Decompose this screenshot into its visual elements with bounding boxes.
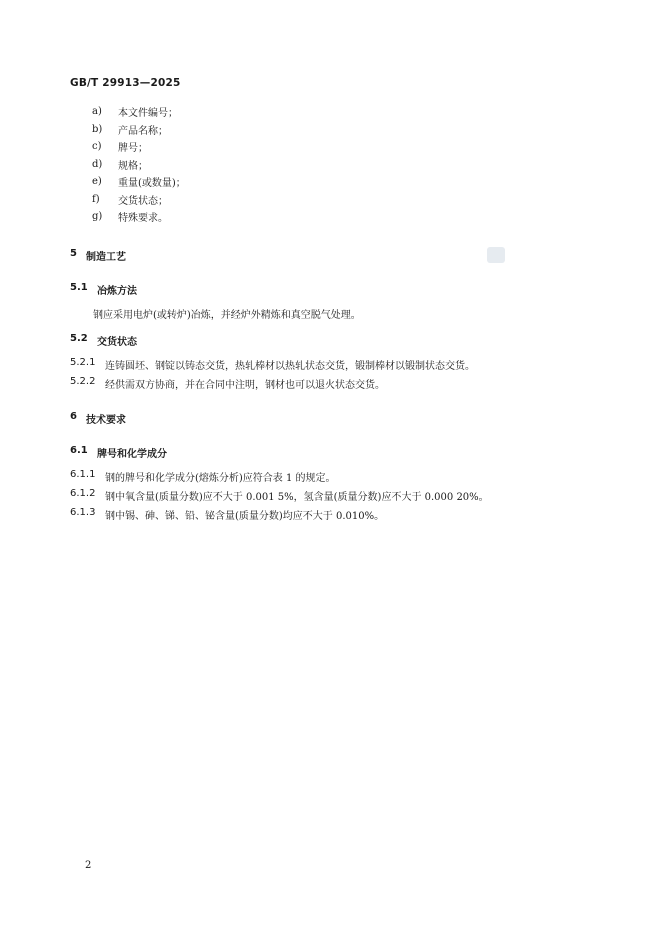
section-5-heading xyxy=(70,248,126,263)
list-marker: a) xyxy=(92,106,102,118)
section-title: 制造工艺 xyxy=(86,252,126,263)
list-item xyxy=(92,138,186,156)
watermark-logo xyxy=(487,247,505,263)
list-text: 规格； xyxy=(118,160,148,172)
clause-text: 连铸圆坯、钢锭以铸态交货，热轧棒材以热轧状态交货，锻制棒材以锻制状态交货。 xyxy=(105,361,475,372)
clause-6-1-1 xyxy=(70,469,336,484)
list-text: 本文件编号； xyxy=(118,108,178,120)
section-title: 冶炼方法 xyxy=(97,286,137,297)
clause-5-2-2 xyxy=(70,376,385,391)
list-item xyxy=(92,121,186,139)
list-text: 重量(或数量)； xyxy=(118,178,186,190)
list-marker: f) xyxy=(92,193,100,205)
list-item xyxy=(92,103,186,121)
section-number: 5.2 xyxy=(70,333,88,344)
section-number: 5.1 xyxy=(70,282,88,293)
list-marker: e) xyxy=(92,176,102,188)
clause-text: 经供需双方协商，并在合同中注明，钢材也可以退火状态交货。 xyxy=(105,380,385,391)
order-content-list xyxy=(92,103,186,226)
section-title: 交货状态 xyxy=(97,337,137,348)
clause-number: 6.1.3 xyxy=(70,507,96,518)
section-number: 6.1 xyxy=(70,445,88,456)
list-marker: g) xyxy=(92,211,103,223)
list-item xyxy=(92,156,186,174)
clause-5-2-1 xyxy=(70,357,475,372)
list-text: 特殊要求。 xyxy=(118,213,168,225)
list-text: 牌号； xyxy=(118,143,148,155)
list-marker: c) xyxy=(92,141,102,153)
clause-number: 5.2.2 xyxy=(70,376,96,387)
page-number: 2 xyxy=(85,860,92,871)
clause-text: 钢的牌号和化学成分(熔炼分析)应符合表 1 的规定。 xyxy=(105,473,336,484)
section-5-2-heading xyxy=(70,333,137,348)
list-text: 交货状态； xyxy=(118,195,168,207)
standard-number-header: GB/T 29913—2025 xyxy=(70,77,181,89)
section-number: 6 xyxy=(70,411,77,422)
clause-number: 6.1.1 xyxy=(70,469,96,480)
clause-number: 5.2.1 xyxy=(70,357,96,368)
list-item xyxy=(92,173,186,191)
list-marker: d) xyxy=(92,158,103,170)
section-title: 技术要求 xyxy=(86,415,126,426)
list-item xyxy=(92,208,186,226)
section-6-heading xyxy=(70,411,126,426)
section-6-1-heading xyxy=(70,445,167,460)
clause-text: 钢中氧含量(质量分数)应不大于 0.001 5%，氢含量(质量分数)应不大于 0.000 20%。 xyxy=(105,492,489,503)
section-number: 5 xyxy=(70,248,77,259)
list-text: 产品名称； xyxy=(118,125,168,137)
clause-number: 6.1.2 xyxy=(70,488,96,499)
clause-6-1-2 xyxy=(70,488,489,503)
section-5-1-paragraph: 钢应采用电炉(或转炉)冶炼，并经炉外精炼和真空脱气处理。 xyxy=(93,310,361,321)
section-title: 牌号和化学成分 xyxy=(97,449,167,460)
list-item xyxy=(92,191,186,209)
clause-6-1-3 xyxy=(70,507,384,522)
clause-text: 钢中锡、砷、锑、铅、铋含量(质量分数)均应不大于 0.010%。 xyxy=(105,511,385,522)
list-marker: b) xyxy=(92,123,103,135)
section-5-1-heading xyxy=(70,282,137,297)
